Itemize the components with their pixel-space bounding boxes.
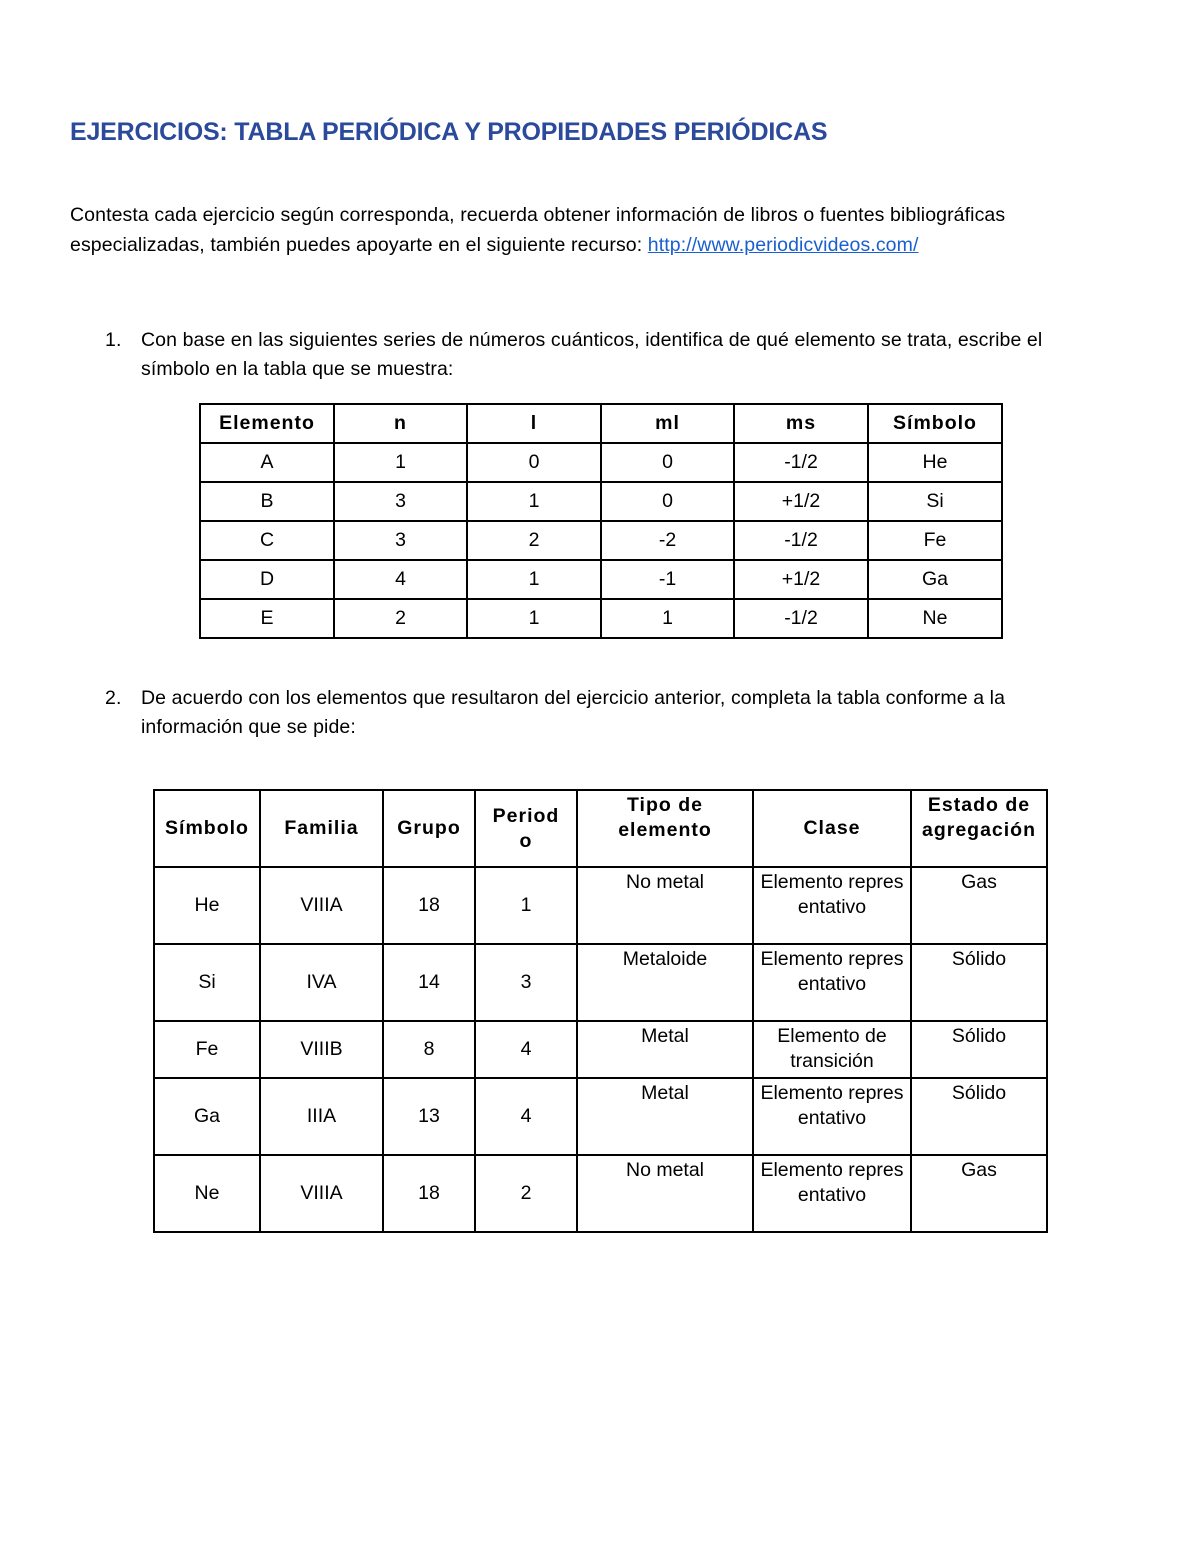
table-cell: 3 (475, 944, 577, 1021)
table-cell: 3 (334, 521, 467, 560)
table-cell: Elemento de transición (753, 1021, 911, 1078)
table-row (200, 443, 1002, 482)
table-cell: Si (868, 482, 1002, 521)
table-row (200, 599, 1002, 638)
resource-link[interactable]: http://www.periodicvideos.com/ (647, 234, 919, 256)
intro-line-1: Contesta cada ejercicio según corresponda, recuerda obtener información de libros o fuentes bibliográficas (70, 204, 1006, 226)
table-cell: 13 (383, 1078, 475, 1155)
table-cell: Elemento representativo (753, 944, 911, 1021)
table-cell: 2 (334, 599, 467, 638)
table-header-row (200, 404, 1002, 443)
intro-line-2-text: especializadas, también puedes apoyarte en el siguiente recurso: (70, 234, 648, 256)
table-cell: Ga (154, 1078, 260, 1155)
table-cell: No metal (577, 867, 753, 944)
table-cell: 0 (467, 443, 601, 482)
table-cell: 2 (475, 1155, 577, 1232)
header-elemento: Elemento (200, 404, 334, 443)
table-row (154, 944, 1047, 1021)
table-row (154, 1021, 1047, 1078)
table-cell: 14 (383, 944, 475, 1021)
table-cell: VIIIA (260, 867, 383, 944)
table-cell: No metal (577, 1155, 753, 1232)
table-cell: 1 (467, 560, 601, 599)
header-estado-agregacion: Estado de agregación (911, 790, 1047, 867)
table-cell: -2 (601, 521, 734, 560)
table-cell: 1 (475, 867, 577, 944)
header-n: n (334, 404, 467, 443)
exercise-2-line-1: De acuerdo con los elementos que resultaron del ejercicio anterior, completa la tabla conforme a la (141, 687, 1006, 709)
exercise-1 (105, 326, 1145, 384)
table-cell: +1/2 (734, 560, 868, 599)
page-title: EJERCICIOS: TABLA PERIÓDICA Y PROPIEDADES PERIÓDICAS (70, 118, 828, 146)
table-cell: VIIIA (260, 1155, 383, 1232)
header-familia: Familia (260, 790, 383, 867)
intro-paragraph (70, 200, 1140, 260)
table-row (200, 521, 1002, 560)
table-cell: C (200, 521, 334, 560)
table-cell: 1 (467, 482, 601, 521)
table-cell: D (200, 560, 334, 599)
table-cell: Sólido (911, 1078, 1047, 1155)
table-cell: 4 (334, 560, 467, 599)
table-cell: Ga (868, 560, 1002, 599)
table-cell: Si (154, 944, 260, 1021)
table-cell: 18 (383, 867, 475, 944)
exercise-2-line-2: información que se pide: (141, 716, 356, 738)
header-grupo: Grupo (383, 790, 475, 867)
table-cell: Ne (868, 599, 1002, 638)
table-cell: -1/2 (734, 521, 868, 560)
table-cell: He (868, 443, 1002, 482)
table-cell: Sólido (911, 944, 1047, 1021)
table-cell: 3 (334, 482, 467, 521)
quantum-numbers-table (199, 403, 1003, 639)
table-cell: He (154, 867, 260, 944)
element-properties-table (153, 789, 1048, 1233)
table-header-row (154, 790, 1047, 867)
table-cell: Ne (154, 1155, 260, 1232)
table-cell: +1/2 (734, 482, 868, 521)
table-cell: Elemento representativo (753, 867, 911, 944)
table-cell: 8 (383, 1021, 475, 1078)
header-ms: ms (734, 404, 868, 443)
table-cell: Metal (577, 1021, 753, 1078)
table-cell: 18 (383, 1155, 475, 1232)
table-cell: Gas (911, 867, 1047, 944)
header-l: l (467, 404, 601, 443)
table-cell: Fe (868, 521, 1002, 560)
table-cell: Fe (154, 1021, 260, 1078)
exercise-1-line-2: símbolo en la tabla que se muestra: (141, 358, 454, 380)
table-cell: Gas (911, 1155, 1047, 1232)
table-cell: 4 (475, 1078, 577, 1155)
table-cell: IVA (260, 944, 383, 1021)
table-cell: -1/2 (734, 443, 868, 482)
table-cell: -1 (601, 560, 734, 599)
table-row (200, 482, 1002, 521)
table-cell: Sólido (911, 1021, 1047, 1078)
header-simbolo: Símbolo (868, 404, 1002, 443)
table-cell: Metaloide (577, 944, 753, 1021)
table-cell: 1 (467, 599, 601, 638)
header-clase: Clase (753, 790, 911, 867)
table-cell: B (200, 482, 334, 521)
table-cell: 1 (601, 599, 734, 638)
table-cell: VIIIB (260, 1021, 383, 1078)
header-periodo: Periodo (475, 790, 577, 867)
exercise-1-number: 1. (105, 329, 122, 351)
table-cell: Metal (577, 1078, 753, 1155)
table-row (154, 1155, 1047, 1232)
header-ml: ml (601, 404, 734, 443)
exercise-2-number: 2. (105, 687, 122, 709)
table-cell: 4 (475, 1021, 577, 1078)
table-cell: 0 (601, 443, 734, 482)
exercise-2 (105, 684, 1145, 742)
table-cell: 2 (467, 521, 601, 560)
header-simbolo: Símbolo (154, 790, 260, 867)
table-cell: -1/2 (734, 599, 868, 638)
table-cell: E (200, 599, 334, 638)
table-cell: Elemento representativo (753, 1078, 911, 1155)
table-cell: 1 (334, 443, 467, 482)
intro-line-2 (70, 230, 1140, 260)
table-cell: A (200, 443, 334, 482)
table-cell: 0 (601, 482, 734, 521)
exercise-1-line-1: Con base en las siguientes series de números cuánticos, identifica de qué elemento se trata, escribe el (141, 329, 1043, 351)
table-cell: Elemento representativo (753, 1155, 911, 1232)
table-row (200, 560, 1002, 599)
table-row (154, 867, 1047, 944)
table-row (154, 1078, 1047, 1155)
table-cell: IIIA (260, 1078, 383, 1155)
header-tipo-elemento: Tipo de elemento (577, 790, 753, 867)
